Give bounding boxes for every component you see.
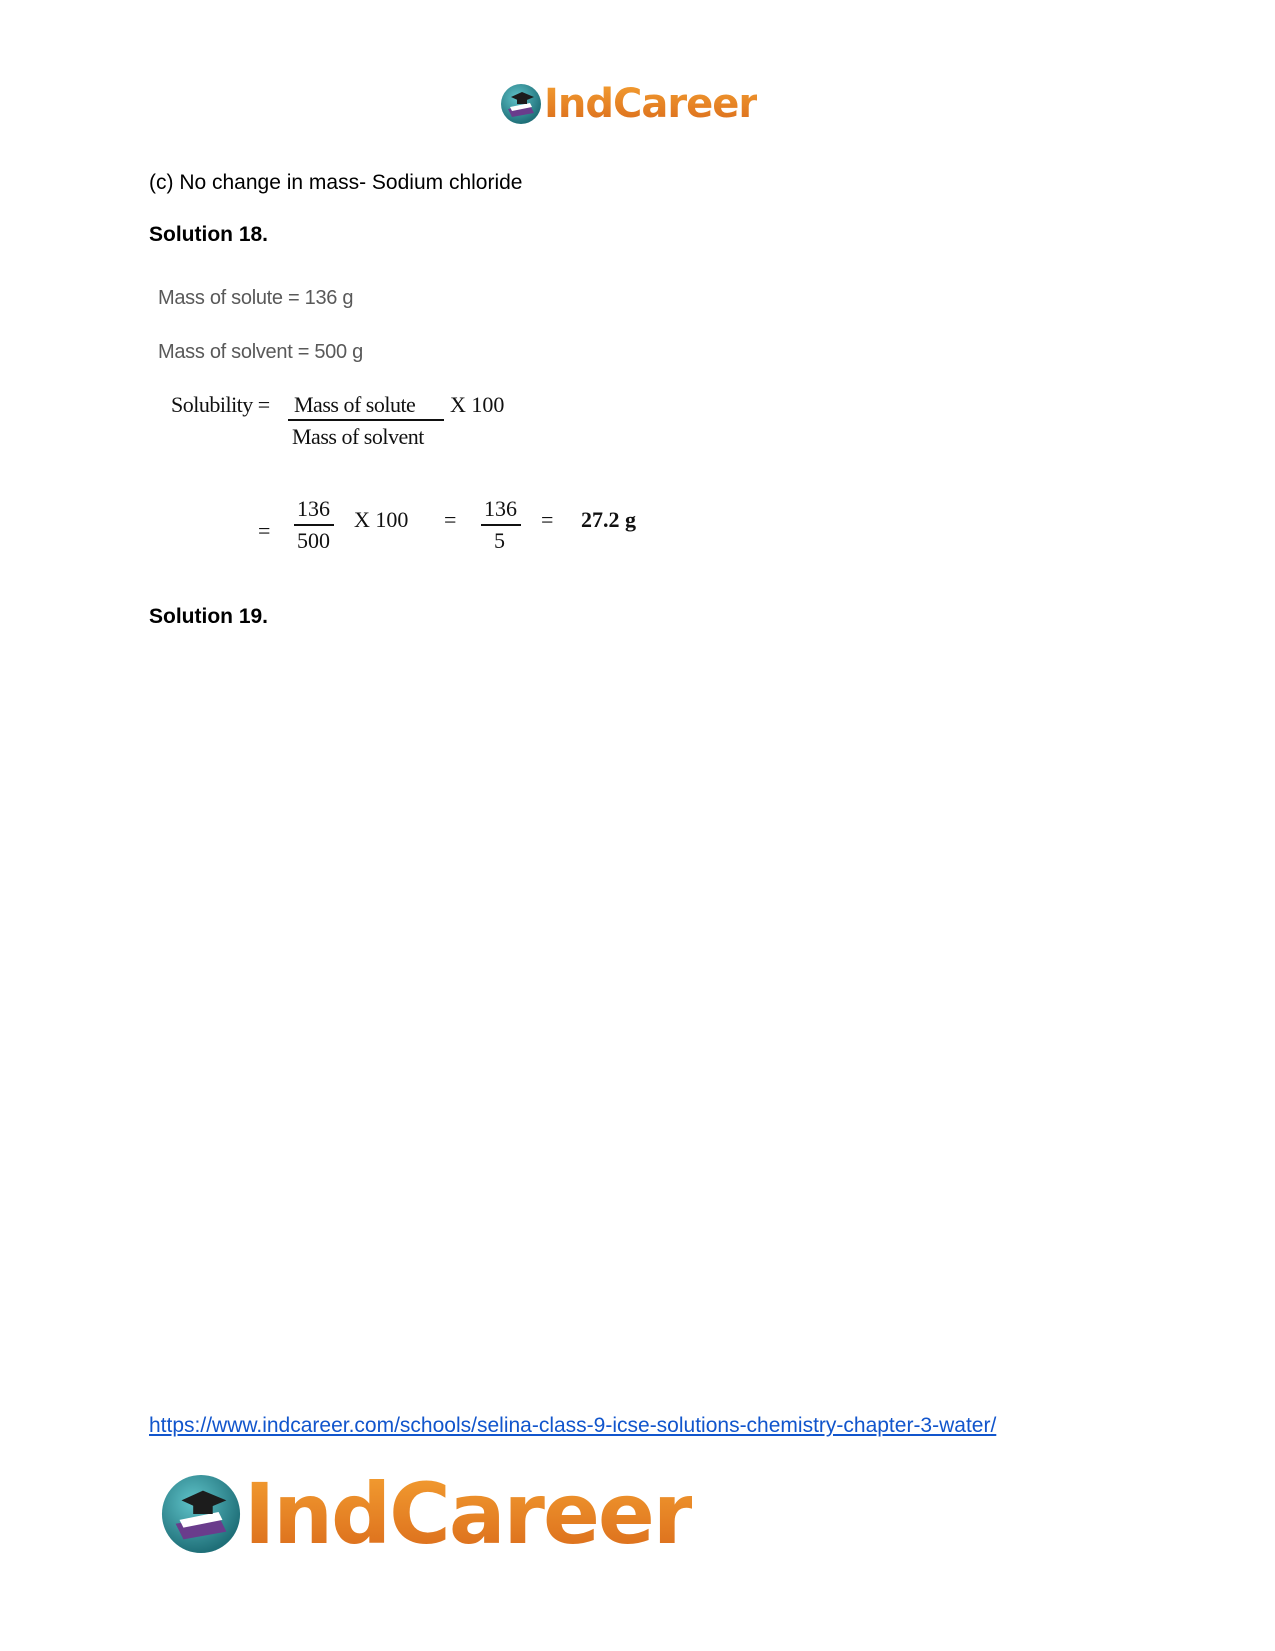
given-mass-solute: Mass of solute = 136 g — [158, 287, 354, 309]
calc-numerator-1: 136 — [297, 496, 330, 521]
calc-result: 27.2 g — [581, 507, 636, 532]
calc-numerator-2: 136 — [484, 496, 517, 521]
calc-multiplier: X 100 — [354, 507, 409, 532]
footer-logo — [160, 1466, 692, 1562]
formula-numerator: Mass of solute — [294, 392, 416, 417]
logo-text: IndCareer — [544, 81, 758, 127]
calc-equals-2: = — [444, 507, 457, 532]
answer-line-c: (c) No change in mass- Sodium chloride — [149, 171, 523, 194]
given-mass-solvent: Mass of solvent = 500 g — [158, 341, 363, 363]
formula-label: Solubility = — [171, 392, 270, 417]
solution-19-heading: Solution 19. — [149, 605, 269, 628]
formula-multiplier: X 100 — [450, 392, 505, 417]
calc-denominator-1: 500 — [297, 528, 330, 553]
formula-fraction-line — [288, 419, 444, 421]
logo-text: IndCareer — [244, 1465, 693, 1563]
solution-18-heading: Solution 18. — [149, 223, 269, 246]
calc-fraction-line-2 — [481, 524, 521, 526]
calc-equals-3: = — [541, 507, 554, 532]
footer-url-link[interactable]: https://www.indcareer.com/schools/selina-class-9-icse-solutions-chemistry-chapter-3-water/ — [149, 1414, 997, 1437]
calc-denominator-2: 5 — [494, 528, 505, 553]
graduation-cap-icon — [500, 83, 542, 125]
calc-equals-1: = — [258, 518, 271, 543]
calc-fraction-line-1 — [294, 524, 334, 526]
header-logo — [500, 80, 757, 128]
formula-denominator: Mass of solvent — [292, 424, 424, 449]
graduation-cap-icon — [160, 1473, 242, 1555]
